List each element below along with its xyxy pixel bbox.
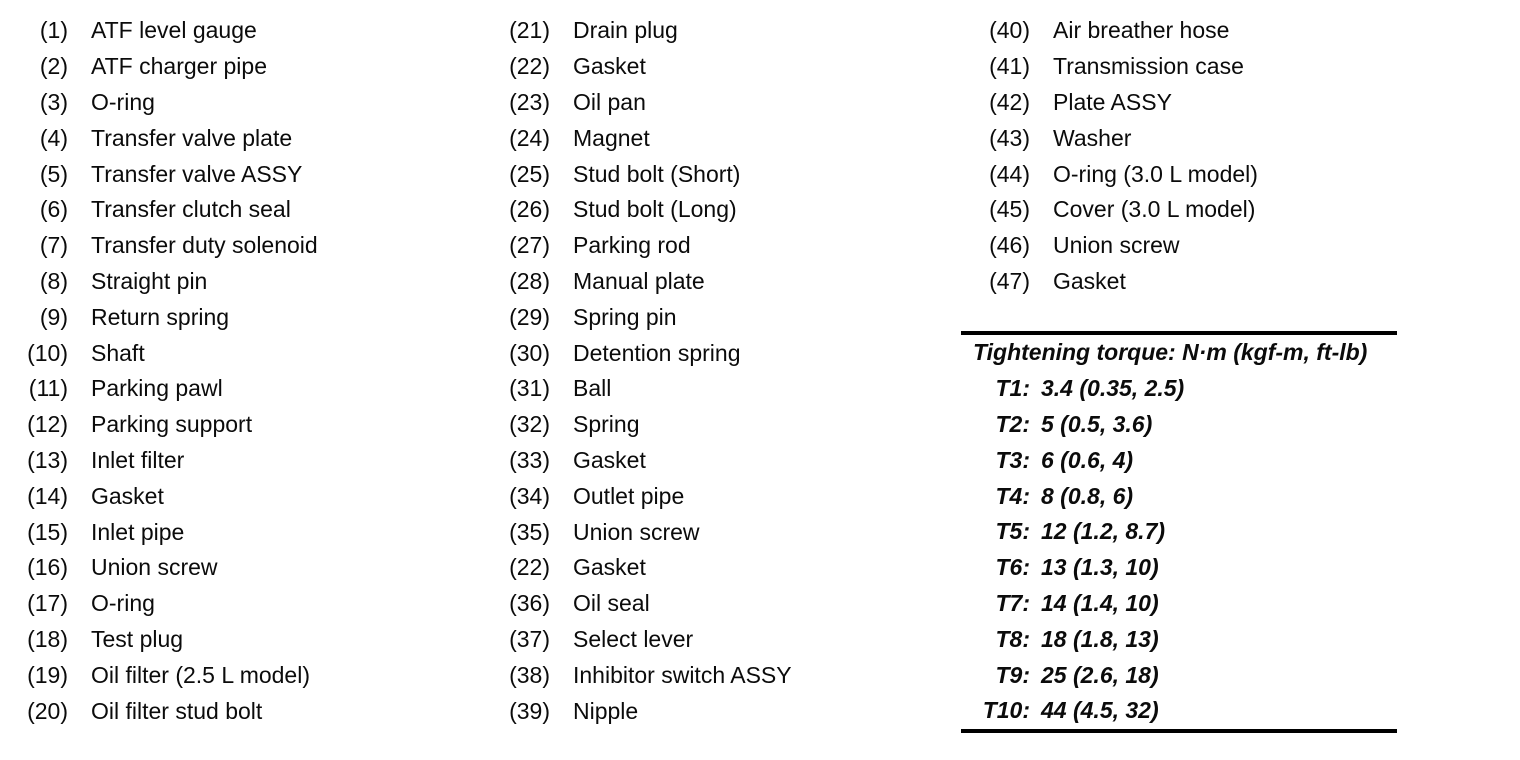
torque-label: T10: <box>982 697 1030 724</box>
part-item <box>982 156 1258 192</box>
part-item <box>502 49 792 85</box>
torque-row <box>961 407 1397 443</box>
part-number: (12) <box>27 411 68 438</box>
part-number: (20) <box>27 697 68 724</box>
torque-label: T2: <box>995 410 1030 437</box>
part-label: Shaft <box>91 339 145 366</box>
part-item <box>982 120 1258 156</box>
part-label: Air breather hose <box>1053 17 1230 44</box>
part-number: (43) <box>989 124 1030 151</box>
part-label: Drain plug <box>573 17 678 44</box>
part-number: (11) <box>28 375 68 402</box>
part-number: (47) <box>989 267 1030 294</box>
part-item <box>502 120 792 156</box>
part-number: (29) <box>509 303 550 330</box>
part-item <box>502 550 792 586</box>
part-label: O-ring <box>91 88 155 115</box>
torque-label: T1: <box>995 375 1030 402</box>
torque-row <box>961 550 1397 586</box>
torque-row <box>961 657 1397 693</box>
part-label: Oil seal <box>573 590 650 617</box>
torque-row <box>961 621 1397 657</box>
torque-row <box>961 478 1397 514</box>
part-item <box>502 622 792 658</box>
torque-row <box>961 693 1397 729</box>
torque-label: T5: <box>995 518 1030 545</box>
torque-value: 8 (0.8, 6) <box>1041 482 1134 509</box>
torque-value: 18 (1.8, 13) <box>1041 625 1159 652</box>
part-item <box>20 514 318 550</box>
part-item <box>20 335 318 371</box>
part-label: Test plug <box>91 625 184 652</box>
part-item <box>20 264 318 300</box>
part-item <box>502 371 792 407</box>
part-item <box>502 514 792 550</box>
part-label: Inhibitor switch ASSY <box>573 661 792 688</box>
part-label: Return spring <box>91 303 230 330</box>
part-number: (3) <box>39 88 68 115</box>
part-number: (6) <box>39 196 68 223</box>
part-number: (28) <box>509 267 550 294</box>
part-item <box>502 264 792 300</box>
part-label: O-ring <box>91 590 155 617</box>
part-number: (13) <box>27 446 68 473</box>
part-number: (24) <box>509 124 550 151</box>
part-item <box>502 693 792 729</box>
torque-value: 25 (2.6, 18) <box>1041 661 1159 688</box>
part-number: (33) <box>509 446 550 473</box>
torque-value: 14 (1.4, 10) <box>1041 589 1159 616</box>
part-label: Union screw <box>91 554 218 581</box>
part-number: (23) <box>509 88 550 115</box>
part-item <box>982 192 1258 228</box>
torque-row <box>961 371 1397 407</box>
part-label: Parking support <box>91 411 253 438</box>
part-label: Manual plate <box>573 267 705 294</box>
torque-label: T3: <box>995 446 1030 473</box>
part-number: (22) <box>509 53 550 80</box>
torque-table <box>961 331 1397 733</box>
part-number: (30) <box>509 339 550 366</box>
part-item <box>982 85 1258 121</box>
part-item <box>502 443 792 479</box>
part-number: (7) <box>39 232 68 259</box>
torque-value: 3.4 (0.35, 2.5) <box>1041 375 1185 402</box>
torque-row <box>961 442 1397 478</box>
part-label: Oil filter (2.5 L model) <box>91 661 310 688</box>
part-item <box>20 49 318 85</box>
part-item <box>20 85 318 121</box>
torque-label: T7: <box>995 589 1030 616</box>
part-label: Oil filter stud bolt <box>91 697 263 724</box>
part-number: (19) <box>27 661 68 688</box>
part-number: (41) <box>989 53 1030 80</box>
part-number: (37) <box>509 625 550 652</box>
part-number: (36) <box>509 590 550 617</box>
part-item <box>20 693 318 729</box>
part-label: Spring pin <box>573 303 677 330</box>
part-item <box>20 192 318 228</box>
part-number: (27) <box>509 232 550 259</box>
part-item <box>502 586 792 622</box>
part-number: (22) <box>509 554 550 581</box>
part-item <box>502 299 792 335</box>
part-item <box>20 120 318 156</box>
part-label: Parking pawl <box>91 375 223 402</box>
part-number: (45) <box>989 196 1030 223</box>
part-label: Stud bolt (Short) <box>573 160 741 187</box>
part-label: Cover (3.0 L model) <box>1053 196 1256 223</box>
torque-label: T6: <box>995 554 1030 581</box>
part-label: Union screw <box>1053 232 1180 259</box>
part-label: Transmission case <box>1053 53 1244 80</box>
part-label: Washer <box>1053 124 1132 151</box>
part-number: (42) <box>989 88 1030 115</box>
part-item <box>502 13 792 49</box>
torque-value: 12 (1.2, 8.7) <box>1041 518 1166 545</box>
part-number: (38) <box>509 661 550 688</box>
part-item <box>20 443 318 479</box>
torque-value: 5 (0.5, 3.6) <box>1041 410 1153 437</box>
part-label: Gasket <box>573 554 646 581</box>
part-item <box>502 407 792 443</box>
part-item <box>502 228 792 264</box>
part-item <box>982 49 1258 85</box>
part-number: (8) <box>39 267 68 294</box>
part-item <box>982 13 1258 49</box>
part-label: Oil pan <box>573 88 646 115</box>
part-number: (17) <box>27 590 68 617</box>
part-label: Gasket <box>573 446 646 473</box>
part-item <box>20 299 318 335</box>
part-number: (44) <box>989 160 1030 187</box>
part-label: Straight pin <box>91 267 208 294</box>
part-number: (10) <box>27 339 68 366</box>
part-label: O-ring (3.0 L model) <box>1053 160 1258 187</box>
part-number: (25) <box>509 160 550 187</box>
parts-column-1 <box>20 13 318 729</box>
part-item <box>20 156 318 192</box>
part-label: Stud bolt (Long) <box>573 196 737 223</box>
part-item <box>20 622 318 658</box>
parts-column-3 <box>982 13 1258 299</box>
part-item <box>982 264 1258 300</box>
part-number: (46) <box>989 232 1030 259</box>
part-number: (1) <box>39 17 68 44</box>
part-number: (9) <box>39 303 68 330</box>
part-number: (40) <box>989 17 1030 44</box>
part-label: Gasket <box>573 53 646 80</box>
part-label: Inlet filter <box>91 446 185 473</box>
torque-row <box>961 586 1397 622</box>
part-label: Transfer valve ASSY <box>91 160 303 187</box>
torque-table-rows <box>961 371 1397 729</box>
part-label: Gasket <box>91 482 164 509</box>
part-item <box>20 13 318 49</box>
part-number: (15) <box>27 518 68 545</box>
part-label: Spring <box>573 411 640 438</box>
part-number: (21) <box>509 17 550 44</box>
part-number: (5) <box>39 160 68 187</box>
part-item <box>20 478 318 514</box>
part-label: Outlet pipe <box>573 482 685 509</box>
torque-table-title: Tightening torque: N·m (kgf-m, ft-lb) <box>973 339 1368 365</box>
part-label: Union screw <box>573 518 700 545</box>
part-number: (32) <box>509 411 550 438</box>
part-item <box>502 85 792 121</box>
part-label: Plate ASSY <box>1053 88 1172 115</box>
part-label: Nipple <box>573 697 639 724</box>
part-item <box>502 156 792 192</box>
part-label: Transfer duty solenoid <box>91 232 318 259</box>
part-label: Transfer valve plate <box>91 124 293 151</box>
torque-row <box>961 514 1397 550</box>
part-item <box>20 407 318 443</box>
part-label: Select lever <box>573 625 694 652</box>
part-item <box>20 586 318 622</box>
torque-label: T9: <box>995 661 1030 688</box>
part-label: Parking rod <box>573 232 691 259</box>
part-number: (31) <box>509 375 550 402</box>
part-label: Inlet pipe <box>91 518 185 545</box>
part-item <box>502 657 792 693</box>
torque-value: 44 (4.5, 32) <box>1041 697 1159 724</box>
part-label: Gasket <box>1053 267 1126 294</box>
part-label: Detention spring <box>573 339 741 366</box>
part-number: (2) <box>39 53 68 80</box>
part-number: (18) <box>27 625 68 652</box>
part-number: (34) <box>509 482 550 509</box>
part-number: (14) <box>27 482 68 509</box>
part-label: Transfer clutch seal <box>91 196 291 223</box>
part-label: ATF charger pipe <box>91 53 267 80</box>
part-number: (26) <box>509 196 550 223</box>
part-item <box>502 478 792 514</box>
torque-value: 6 (0.6, 4) <box>1041 446 1134 473</box>
torque-value: 13 (1.3, 10) <box>1041 554 1159 581</box>
part-item <box>982 228 1258 264</box>
parts-column-2 <box>502 13 792 729</box>
part-number: (39) <box>509 697 550 724</box>
part-item <box>20 228 318 264</box>
part-item <box>20 550 318 586</box>
part-item <box>502 335 792 371</box>
part-item <box>20 371 318 407</box>
part-item <box>502 192 792 228</box>
part-number: (16) <box>27 554 68 581</box>
part-number: (4) <box>39 124 68 151</box>
part-label: Magnet <box>573 124 650 151</box>
torque-label: T4: <box>995 482 1030 509</box>
torque-label: T8: <box>995 625 1030 652</box>
part-number: (35) <box>509 518 550 545</box>
part-label: Ball <box>573 375 612 402</box>
part-item <box>20 657 318 693</box>
part-label: ATF level gauge <box>91 17 257 44</box>
